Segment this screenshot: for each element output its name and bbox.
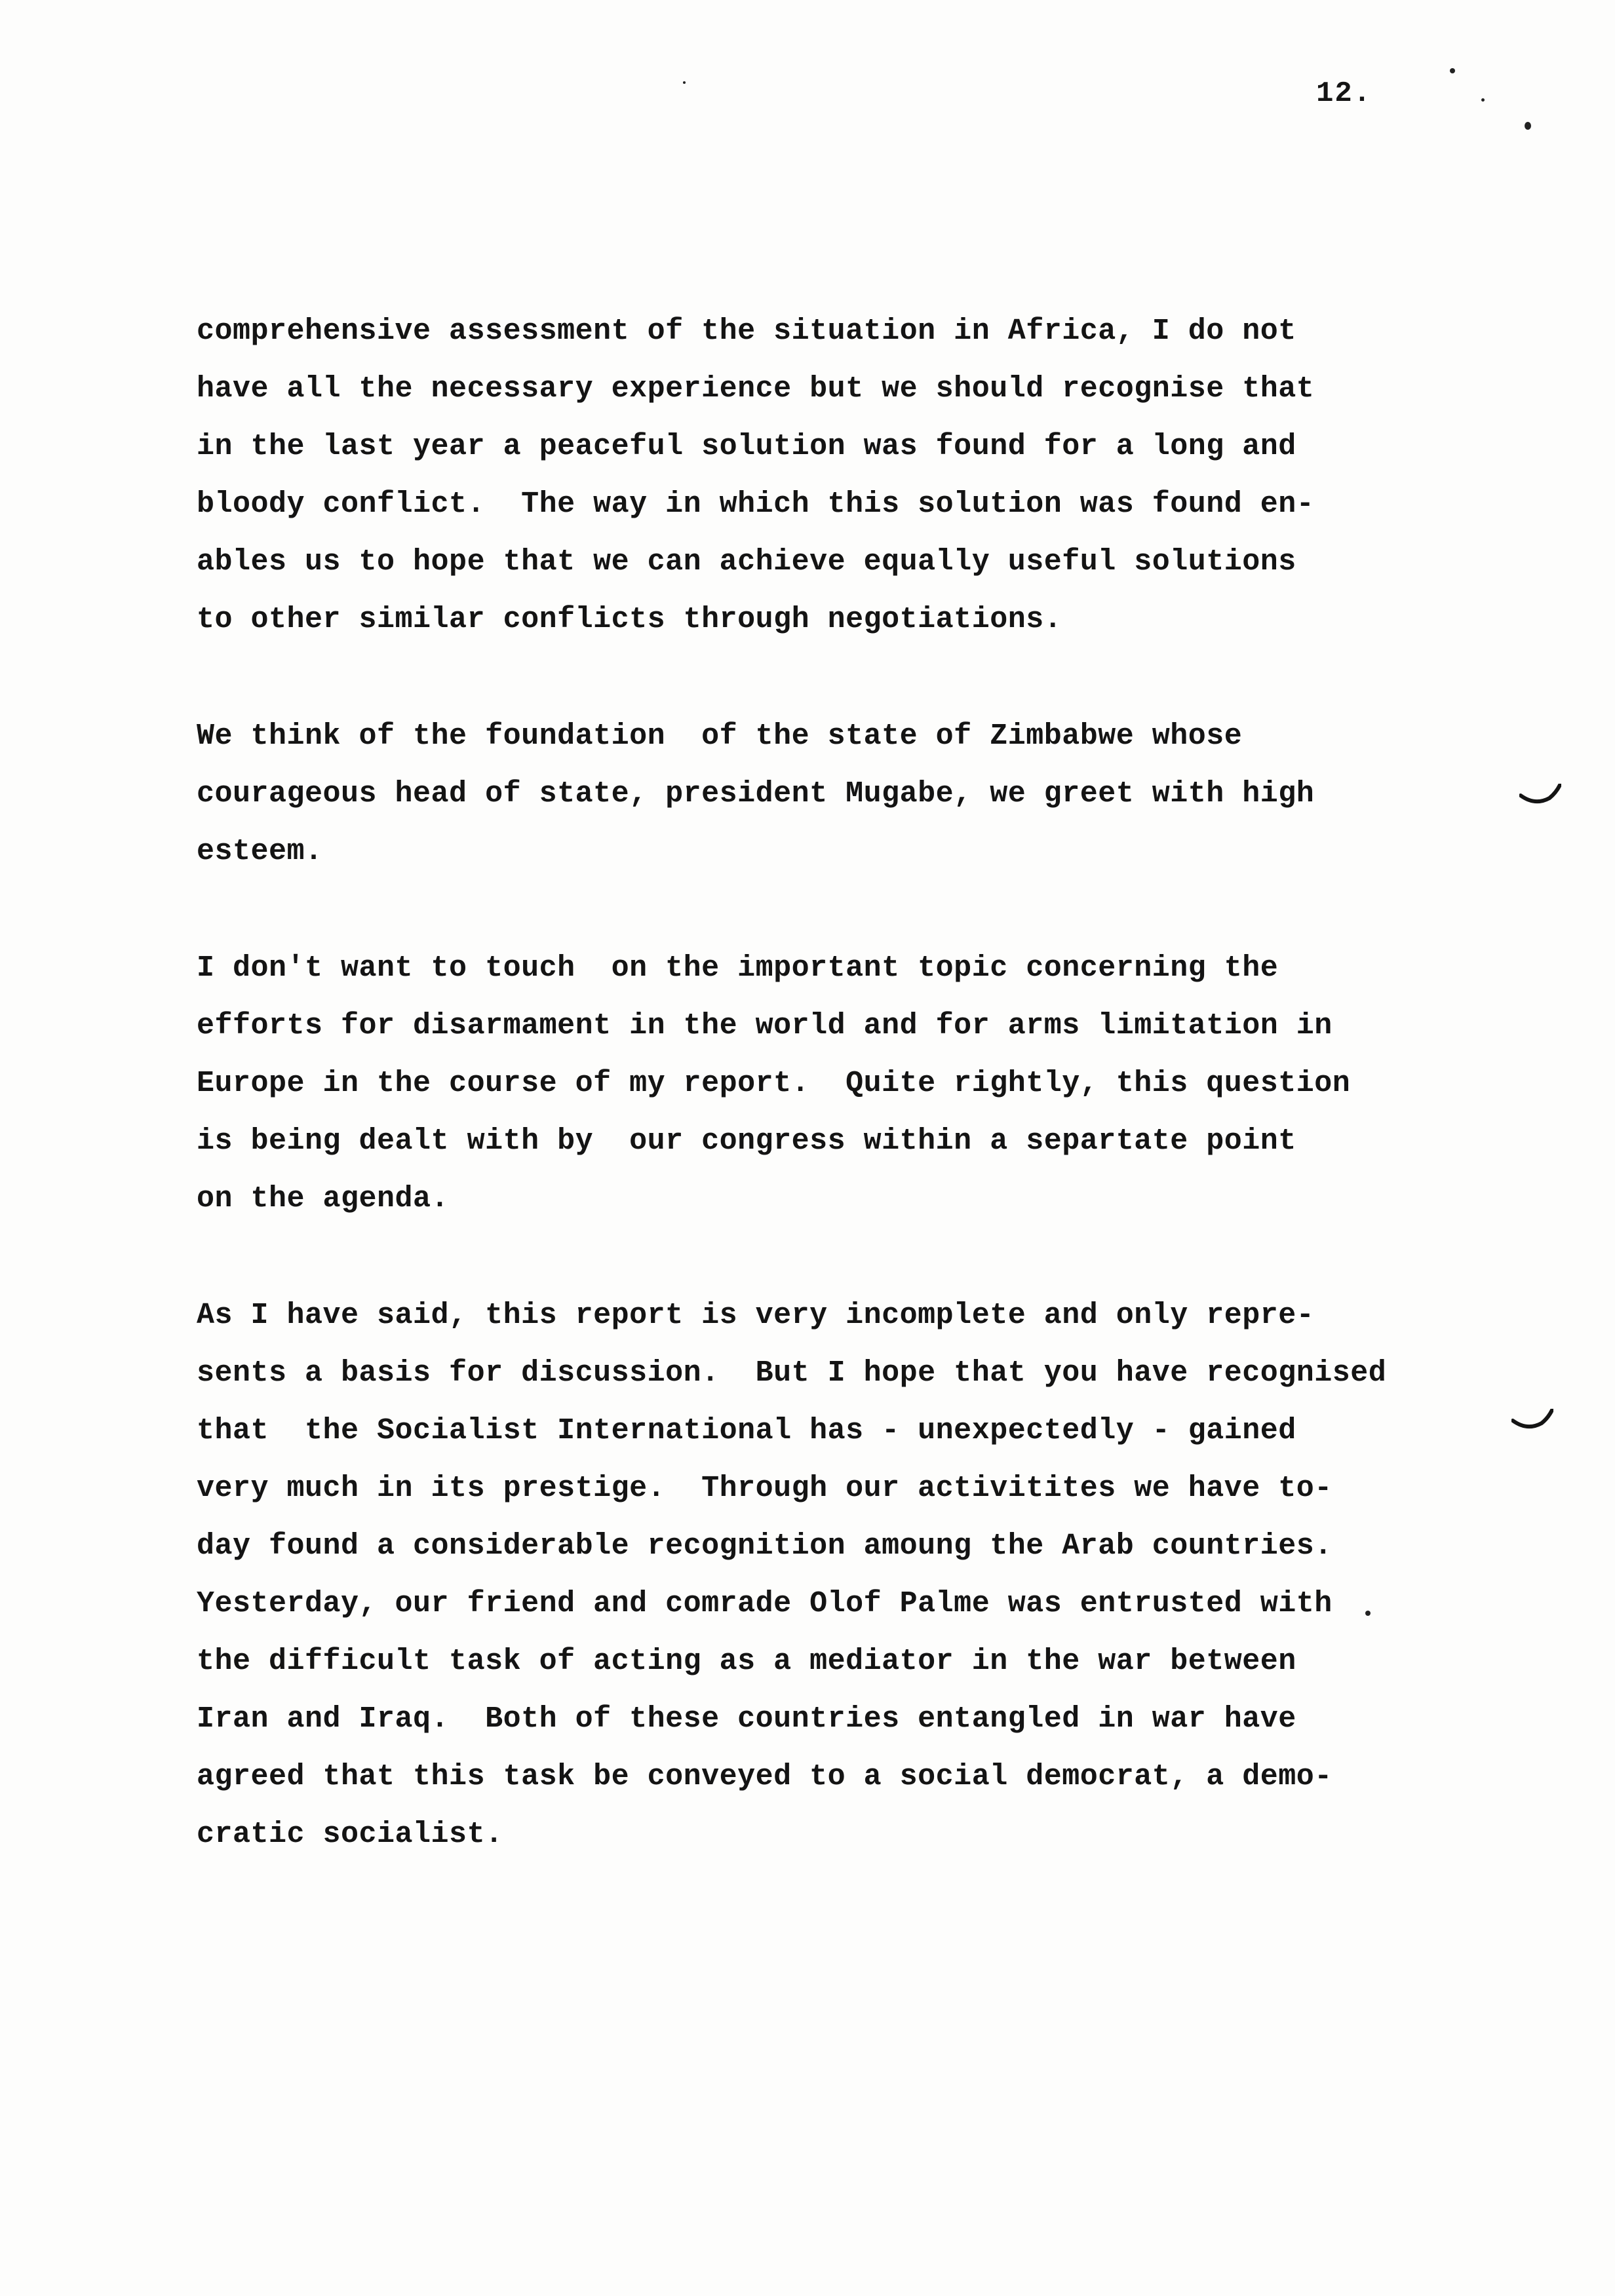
paragraph-3-line-2: efforts for disarmament in the world and for arms limitation in	[197, 1009, 1333, 1043]
paragraph-2-line-2: courageous head of state, president Mugabe, we greet with high	[197, 777, 1315, 811]
paragraph-2-line-3: esteem.	[197, 835, 323, 868]
paragraph-1-line-3: in the last year a peaceful solution was found for a long and	[197, 430, 1296, 463]
paragraph-4-line-1: As I have said, this report is very incomplete and only repre-	[197, 1299, 1315, 1332]
paragraph-4-line-6: Yesterday, our friend and comrade Olof Palme was entrusted with	[197, 1587, 1333, 1620]
scan-speck	[1525, 122, 1531, 130]
paragraph-3-line-4: is being dealt with by our congress within a separtate point	[197, 1124, 1296, 1158]
paragraph-1-line-6: to other similar conflicts through negotiations.	[197, 603, 1062, 636]
paragraph-4-line-3: that the Socialist International has - unexpectedly - gained	[197, 1414, 1296, 1447]
paragraph-1-line-2: have all the necessary experience but we should recognise that	[197, 372, 1315, 406]
paragraph-3-line-3: Europe in the course of my report. Quite rightly, this question	[197, 1067, 1351, 1100]
scan-speck	[1481, 98, 1485, 102]
paragraph-2-line-1: We think of the foundation of the state of Zimbabwe whose	[197, 719, 1243, 753]
margin-check-mark-icon	[1511, 1409, 1553, 1431]
paragraph-3-line-5: on the agenda.	[197, 1182, 450, 1215]
paragraph-4-line-2: sents a basis for discussion. But I hope that you have recognised	[197, 1356, 1387, 1390]
paragraph-4-line-5: day found a considerable recognition amoung the Arab countries.	[197, 1529, 1333, 1563]
scan-speck	[1365, 1611, 1371, 1616]
paragraph-4-line-4: very much in its prestige. Through our activitites we have to-	[197, 1472, 1333, 1505]
paragraph-4-line-9: agreed that this task be conveyed to a social democrat, a demo-	[197, 1760, 1333, 1793]
scan-speck	[683, 81, 686, 84]
page-number: 12.	[1316, 77, 1372, 110]
paragraph-4-line-8: Iran and Iraq. Both of these countries entangled in war have	[197, 1702, 1296, 1736]
paragraph-1-line-4: bloody conflict. The way in which this solution was found en-	[197, 488, 1315, 521]
paragraph-3-line-1: I don't want to touch on the important topic concerning the	[197, 951, 1279, 985]
scan-speck	[1450, 68, 1455, 73]
margin-check-mark-icon	[1519, 784, 1561, 806]
paragraph-1-line-5: ables us to hope that we can achieve equally useful solutions	[197, 545, 1296, 579]
paragraph-4-line-7: the difficult task of acting as a mediator in the war between	[197, 1645, 1296, 1678]
paragraph-4-line-10: cratic socialist.	[197, 1818, 503, 1851]
paragraph-1-line-1: comprehensive assessment of the situation in Africa, I do not	[197, 315, 1296, 348]
